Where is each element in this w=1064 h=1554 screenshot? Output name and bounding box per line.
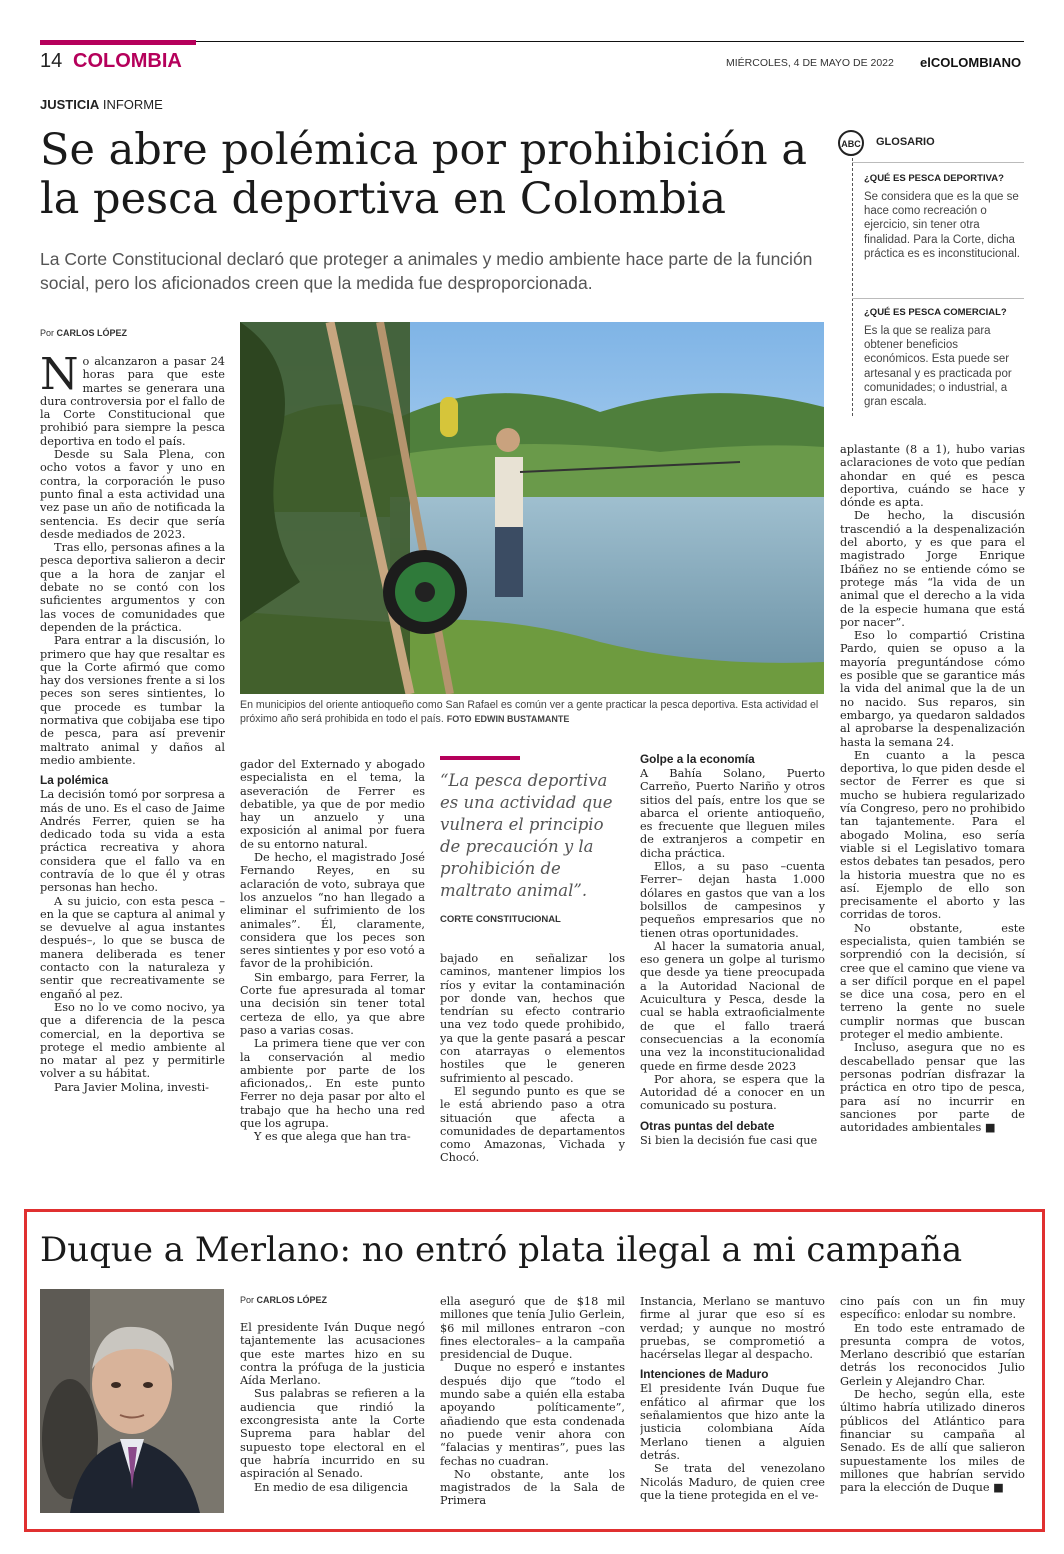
article-title: Se abre polémica por prohibición a la pesca deportiva en Colombia [40,125,807,224]
paragraph: o alcanzaron a pasar 24 horas para que este martes se generara una dura controversia por el fallo de la Corte Constitucional que prohibió para siempre la pesca deportiva en todo el país. [40,355,225,448]
article-column-4 [640,752,825,1192]
paragraph: Ellos, a su paso –cuenta Ferrer– dejan hasta 1.000 dólares en gastos que van a los bolsillos de campesinos y pequeños empresarios que no tienen otras oportunidades. [640,860,825,940]
paragraph: Para entrar a la discusión, lo primero que hay que resaltar es que la Corte afirmó que como hay dos versiones frente a si los peces son seres sintientes, lo que procede es tumbar la normativa que cobijaba ese tipo de pesca, para así prevenir maltrato animal y daños al medio ambiente. [40,634,225,767]
subheading: La polémica [40,773,109,788]
section-name: COLOMBIA [73,50,182,72]
subheading: Golpe a la economía [640,752,755,766]
glossary-answer-2: Es la que se realiza para obtener beneficios económicos. Esta puede ser artesanal y es practicada por comunidades; o industrial, a gran escala. [864,325,1012,409]
dropcap: N [40,355,79,400]
brand-logo [920,55,1021,70]
paragraph: La primera tiene que ver con la conservación al medio ambiente por parte de los aficionados,. En este punto Ferrer no deja pasar por alto el trabajo que ha hecho una red que los agrupa. [240,1037,425,1131]
second-column-4 [840,1295,1025,1521]
glossary-question-1: ¿QUÉ ES PESCA DEPORTIVA? [864,173,1004,184]
glossary-mid-rule [852,298,1024,299]
kicker-bold: JUSTICIA [40,97,100,112]
paragraph: Por ahora, se espera que la Autoridad dé a conocer en un comunicado su postura. [640,1072,825,1113]
paragraph: Para Javier Molina, investi- [54,1080,210,1094]
fishing-photo-illustration [240,322,824,694]
paragraph: El presidente Iván Duque negó tajantemente las acusaciones que este martes hizo en su contra la prófuga de la justicia Aída Merlano. [240,1321,425,1388]
paragraph: En todo este entramado de presunta compra de votos, Merlano describió que estarían detrás los reconocidos Julio Gerlein y Alejandro Char. [840,1321,1025,1388]
paragraph: En cuanto a la pesca deportiva, lo que piden desde el sector de Ferrer es que si mucho se hubiera regularizado vía Congreso, pero no prohibido tan tajantemente. Para el abogado Molina, eso sería viable si el Legislativo tomara estos debates tan pesados, pero la historia muestra que no es así. Ejemplo de ello son precisamente el aborto y las corridas de toros. [840,748,1025,922]
article-byline [40,328,127,338]
subheading: Otras puntas del debate [640,1118,775,1133]
paragraph: No obstante, este especialista, quien también se sorprendió con la decisión, sí cree que el camino que viene va a ser difícil porque en el papel se dice una cosa, pero en el terreno la gente no suele cumplir normas que buscan proteger el medio ambiente. [840,921,1025,1042]
glossary-title: GLOSARIO [876,136,935,148]
paragraph: Tras ello, personas afines a la pesca deportiva salieron a decir que a la hora de zanjar el debate no se contó con los suficientes argumentos y con las voces de comunidades que dependen de la práctica. [40,541,225,634]
paragraph: De hecho, el magistrado José Fernando Reyes, en su aclaración de voto, subraya que los anzuelos “no han llegado a eliminar el sufrimiento de los animales”. Él, claramente, considera que los peces son seres sintientes y por eso votó a favor de la prohibición. [240,851,425,971]
article-kicker [40,97,163,112]
byline-prefix: Por [240,1295,257,1305]
paragraph: Duque no esperó e instantes después dijo que “todo el mundo sabe a quién ella estaba apoyando políticamente”, añadiendo que esta condenada no puede venir ahora con “falacias y mentiras”, pues las fechas no cuadran. [440,1361,625,1468]
paragraph: cino país con un fin muy específico: enlodar su nombre. [840,1295,1025,1322]
paragraph: No obstante, ante los magistrados de la Sala de Primera [440,1467,625,1508]
article-column-2 [240,758,425,1190]
paragraph: Instancia, Merlano se mantuvo firme al jurar que eso sí es verdad; y aunque no mostró pruebas, se comprometió a hacérselas llegar al despacho. [640,1295,825,1362]
paragraph: Desde su Sala Plena, con ocho votos a favor y uno en contra, la corporación le puso punto final a esta actividad una vez pase un año de notificada la sentencia. Es decir que sería desde mediados de 2023. [40,448,225,541]
photo-caption [240,698,824,726]
paragraph: La decisión tomó por sorpresa a más de uno. Es el caso de Jaime Andrés Ferrer, quien se ha dedicado toda su vida a esta práctica recreativa y ahora considera que el fallo va en contravía de lo que él y otras personas han hecho. [40,788,225,895]
paragraph: De hecho, la discusión trascendió a la despenalización del aborto, y es que para el magistrado Jorge Enrique Ibáñez no se entiende cómo se protege más “la vida de un animal que el derecho a la vida de la especie humana que está por nacer”. [840,509,1025,629]
article-column-1 [40,355,225,1190]
paragraph: De hecho, según ella, este último habría utilizado dineros públicos del Atlántico para financiar su campaña al Senado. Es de allí que salieron supuestamente los miles de millones que habrían servido para la elección de Duque ■ [840,1388,1025,1495]
subheading: Intenciones de Maduro [640,1367,769,1382]
paragraph: Si bien la decisión fue casi que [640,1133,818,1147]
paragraph: Al hacer la sumatoria anual, eso genera un golpe al turismo que desde ya tiene preocupada a la Autoridad Nacional de Acuicultura y Pesca, desde la cual se habla extraoficialmente de que el fallo traerá consecuencias a la economía una vez la inconstitucionalidad quede en firme desde 2023 [640,939,825,1073]
second-column-3 [640,1295,825,1521]
page-number: 14 [40,50,63,72]
paragraph: Y es que alega que han tra- [254,1130,411,1144]
paragraph: aplastante (8 a 1), hubo varias aclaraciones de voto que pedían ahondar en qué es pesca deportiva, cuándo se hace y dónde es apta. [840,443,1025,510]
paragraph: ella aseguró que de $18 mil millones que tenía Julio Gerlein, $6 mil millones entraron –con fines electorales– a la campaña presidencial de Duque. [440,1295,625,1362]
second-column-1 [240,1321,425,1521]
kicker-rest: INFORME [99,97,163,112]
paragraph: gador del Externado y abogado especialista en el tema, la aseveración de Ferrer es debatible, ya que de por medio hay un anzuelo y una exposición al animal por fuera de su entorno natural. [240,758,425,851]
article-column-5 [840,443,1025,1193]
glossary-divider [852,158,853,416]
glossary-top-rule [852,162,1024,163]
quote-accent-bar [440,756,520,760]
brand-name: COLOMBIANO [930,55,1022,70]
byline-name: CARLOS LÓPEZ [56,328,128,338]
issue-date: MIÉRCOLES, 4 DE MAYO DE 2022 [726,57,894,69]
second-article-title: Duque a Merlano: no entró plata ilegal a mi campaña [40,1230,963,1270]
paragraph: A Bahía Solano, Puerto Carreño, Puerto Nariño y otros sitios del país, entre los que se abarca el oriente antioqueño, es frecuente que lleguen miles de extranjeros a competir en dicha práctica. [640,767,825,860]
glossary-item-1 [864,173,1020,261]
brand-prefix: el [920,55,931,70]
article-column-3 [440,952,625,1192]
paragraph: Sin embargo, para Ferrer, la Corte fue apresurada al tomar una decisión sin tener total certeza de ello, ya que abre paso a varias cosas. [240,970,425,1037]
paragraph: A su juicio, con esta pesca –en la que se captura al animal y se devuelve al agua instantes después–, lo que se busca de manera deliberada es tener contacto con la naturaleza y sentir que recreativamente se engañó al pez. [40,894,225,1001]
paragraph: El segundo punto es que se le está abriendo paso a otra situación que afecta a comunidades de departamentos como Amazonas, Vichada y Chocó. [440,1084,625,1165]
byline-name: CARLOS LÓPEZ [256,1295,328,1305]
paragraph: Eso no lo ve como nocivo, ya que a diferencia de la pesca comercial, en la deportiva se protege el medio ambiente al no matar al pez y permitirle volver a su hábitat. [40,1000,225,1081]
second-article-byline [240,1295,327,1305]
duque-portrait [40,1289,224,1513]
second-column-2 [440,1295,625,1521]
article-lead: La Corte Constitucional declaró que proteger a animales y medio ambiente hace parte de la función social, pero los aficionados creen que la medida fue desproporcionada. [40,249,813,293]
fishing-photo [240,322,824,694]
byline-prefix: Por [40,328,57,338]
paragraph: Se trata del venezolano Nicolás Maduro, de quien cree que la tiene protegida en el ve- [640,1462,825,1502]
header-accent-bar [40,40,196,45]
glossary-answer-1: Se considera que es la que se hace como recreación o ejercicio, sin tener otra finalidad. Para la Corte, dicha práctica es es inconstitucional. [864,191,1020,260]
pull-quote: “La pesca deportiva es una actividad que vulnera el principio de precaución y la prohibición de maltrato animal”. [440,771,613,900]
quote-source: CORTE CONSTITUCIONAL [440,914,561,925]
paragraph: bajado en señalizar los caminos, mantener limpios los ríos y evitar la contaminación por donde van, hechos que tendrían su efecto contrario una vez todo quede prohibido, ya que la gente pasará a pescar con atarrayas o elementos hostiles que le generen sufrimiento al pescado. [440,952,625,1085]
paragraph: Incluso, asegura que no es descabellado pensar que las personas podrían disfrazar la práctica en otro tipo de pesca, para así no incurrir en sanciones por parte de autoridades ambientales ■ [840,1041,1025,1135]
glossary-badge-label: ABC [841,139,861,149]
paragraph: Eso lo compartió Cristina Pardo, quien se opuso a la mayoría preguntándose cómo es posible que se garantice más la vida del animal que la de un no nacido. Sus reparos, sin embargo, ya quedaron saldados al aprobarse la despenalización hasta la semana 24. [840,629,1025,749]
paragraph: El presidente Iván Duque fue enfático al afirmar que los señalamientos que hizo ante la justicia colombiana Aída Merlano tienen a alguien detrás. [640,1382,825,1462]
duque-portrait-illustration [40,1289,224,1513]
glossary-question-2: ¿QUÉ ES PESCA COMERCIAL? [864,307,1007,318]
glossary-item-2 [864,307,1020,409]
glossary-badge [838,130,864,156]
caption-text: En municipios del oriente antioqueño como San Rafael es común ver a gente practicar la pesca deportiva. Esta actividad el próximo año será prohibida en todo el país. [240,699,819,725]
header-rule [196,41,1024,42]
photo-credit-name: EDWIN BUSTAMANTE [474,714,570,724]
photo-credit-prefix: FOTO [446,714,472,724]
paragraph: Sus palabras se refieren a la audiencia que rindió la excongresista ante la Corte Suprema para hablar del supuesto tope electoral en el que habría incurrido en su aspiración al Senado. [240,1387,425,1481]
paragraph: En medio de esa diligencia [254,1480,409,1494]
